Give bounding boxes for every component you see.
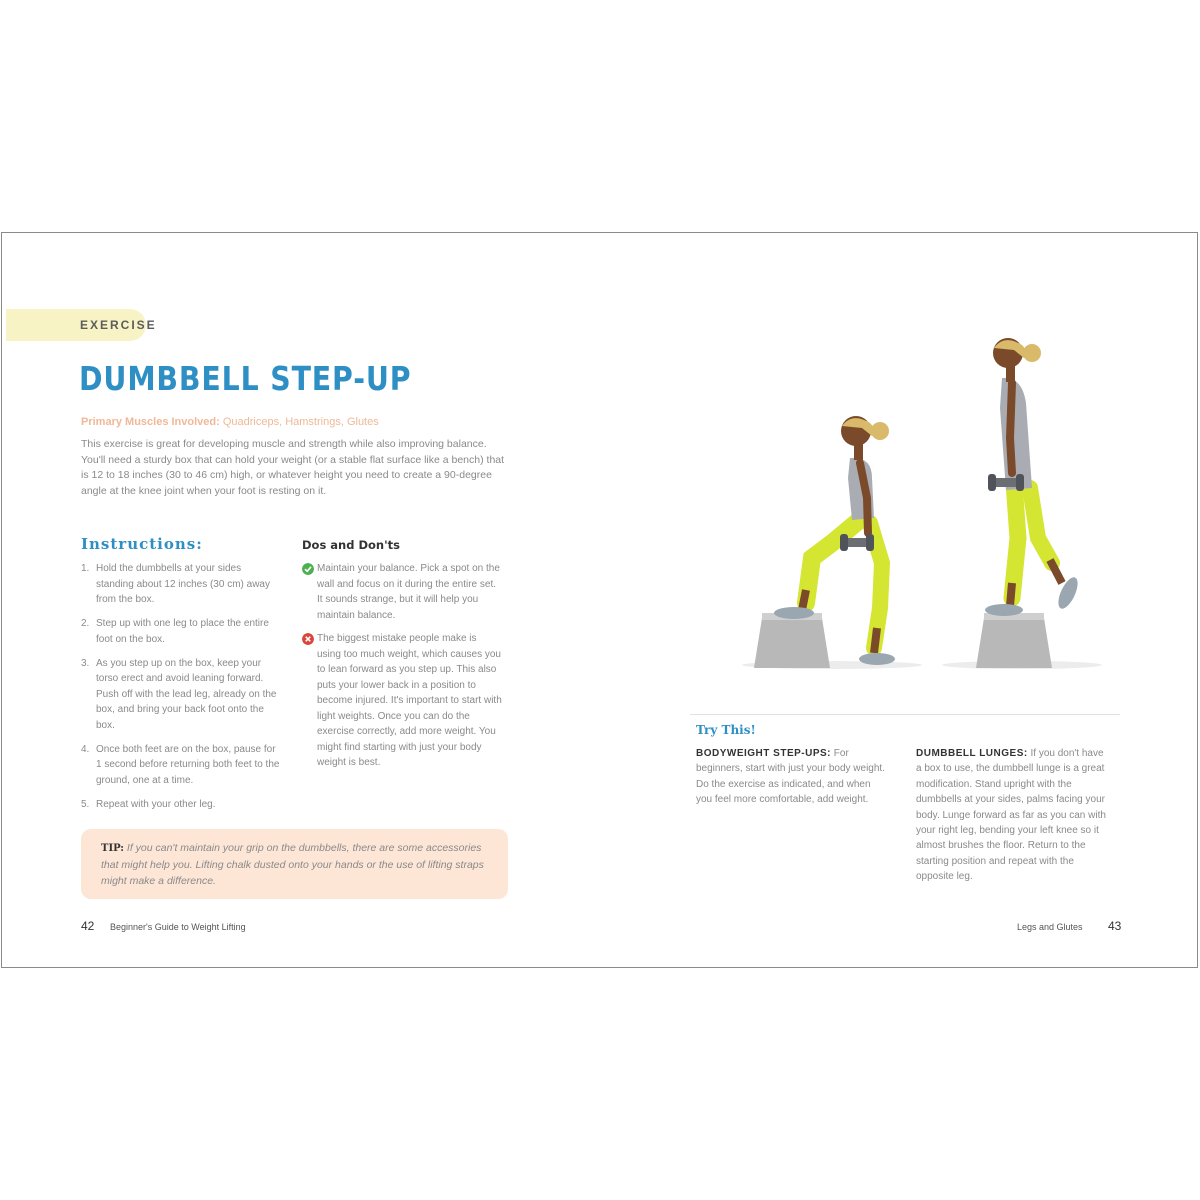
list-item: 1. Hold the dumbbells at your sides standing about 12 inches (30 cm) away from the box. [81,563,270,605]
list-item: 5. Repeat with your other leg. [81,798,216,810]
do-item: Maintain your balance. Pick a spot on the wall and focus on it during the entire set. It sounds strange, but it will help you maintain balance. [302,561,502,623]
left-page-number: 42 [81,919,95,933]
exercise-tab-label: EXERCISE [80,318,157,332]
list-item: 2. Step up with one leg to place the entire foot on the box. [81,618,269,645]
step-box [976,613,1052,668]
section-divider [690,714,1120,715]
try-this-heading: Try This! [696,723,756,737]
right-page-number: 43 [1108,919,1122,933]
book-spread [1,232,1198,968]
try-bodyweight-step-ups: BODYWEIGHT STEP-UPS: For beginners, start with just your body weight. Do the exercise as indicated, and when you feel more comfortable, add weight. [696,748,885,806]
try-dumbbell-lunges: DUMBBELL LUNGES: If you don't have a box to use, the dumbbell lunge is a great modification. Stand upright with the dumbbells at your sides, palms facing your body. Lunge forward as far as you can with your right leg, bending your left knee so it almost brushes the floor. Return to the starting position and repeat with the opposite leg. [916,748,1106,883]
dont-item: The biggest mistake people make is using too much weight, which causes you to lean forward as you step up. This also puts your lower back in a position to become injured. It's important to start with light weights. Once you can do the exercise correctly, add more weight. You might find starting with just your body weight is best. [302,631,502,771]
step-box [754,613,830,668]
primary-muscles-value: Quadriceps, Hamstrings, Glutes [222,416,379,428]
tip-box [81,829,508,899]
instructions-heading: Instructions: [81,535,203,553]
x-icon [302,633,314,645]
left-running-head: Beginner's Guide to Weight Lifting [110,922,246,932]
check-icon [302,563,314,575]
tip-text: TIP: If you can't maintain your grip on the dumbbells, there are some accessories that might help you. Lifting chalk dusted onto your hands or the use of lifting straps might make a difference. [101,842,484,887]
intro-paragraph: This exercise is great for developing muscle and strength while also improving balance. You'll need a sturdy box that can hold your weight (or a stable flat surface like a bench) that is 12 to 18 inches (30 to 46 cm) high, or whatever height you need to create a 90-degree angle at the knee joint when your foot is resting on it. [81,438,505,497]
list-item: 4. Once both feet are on the box, pause for 1 second before returning both feet to the ground, one at a time. [81,743,280,786]
list-item: 3. As you step up on the box, keep your torso erect and avoid leaning forward. Push off with the lead leg, already on the box, and bring your back foot onto the box. [81,657,277,731]
dos-donts-heading: Dos and Don'ts [302,538,400,552]
right-running-head: Legs and Glutes [1017,922,1083,932]
exercise-title: DUMBBELL STEP-UP [79,359,412,398]
primary-muscles-label: Primary Muscles Involved: [81,416,220,428]
tip-label: TIP: [101,843,124,854]
exercise-tab [6,309,157,341]
dos-donts-list [302,561,502,779]
step-up-illustration [722,328,1142,678]
instructions-list [81,561,281,821]
primary-muscles [81,416,379,428]
woman-figure-standing [985,338,1082,616]
